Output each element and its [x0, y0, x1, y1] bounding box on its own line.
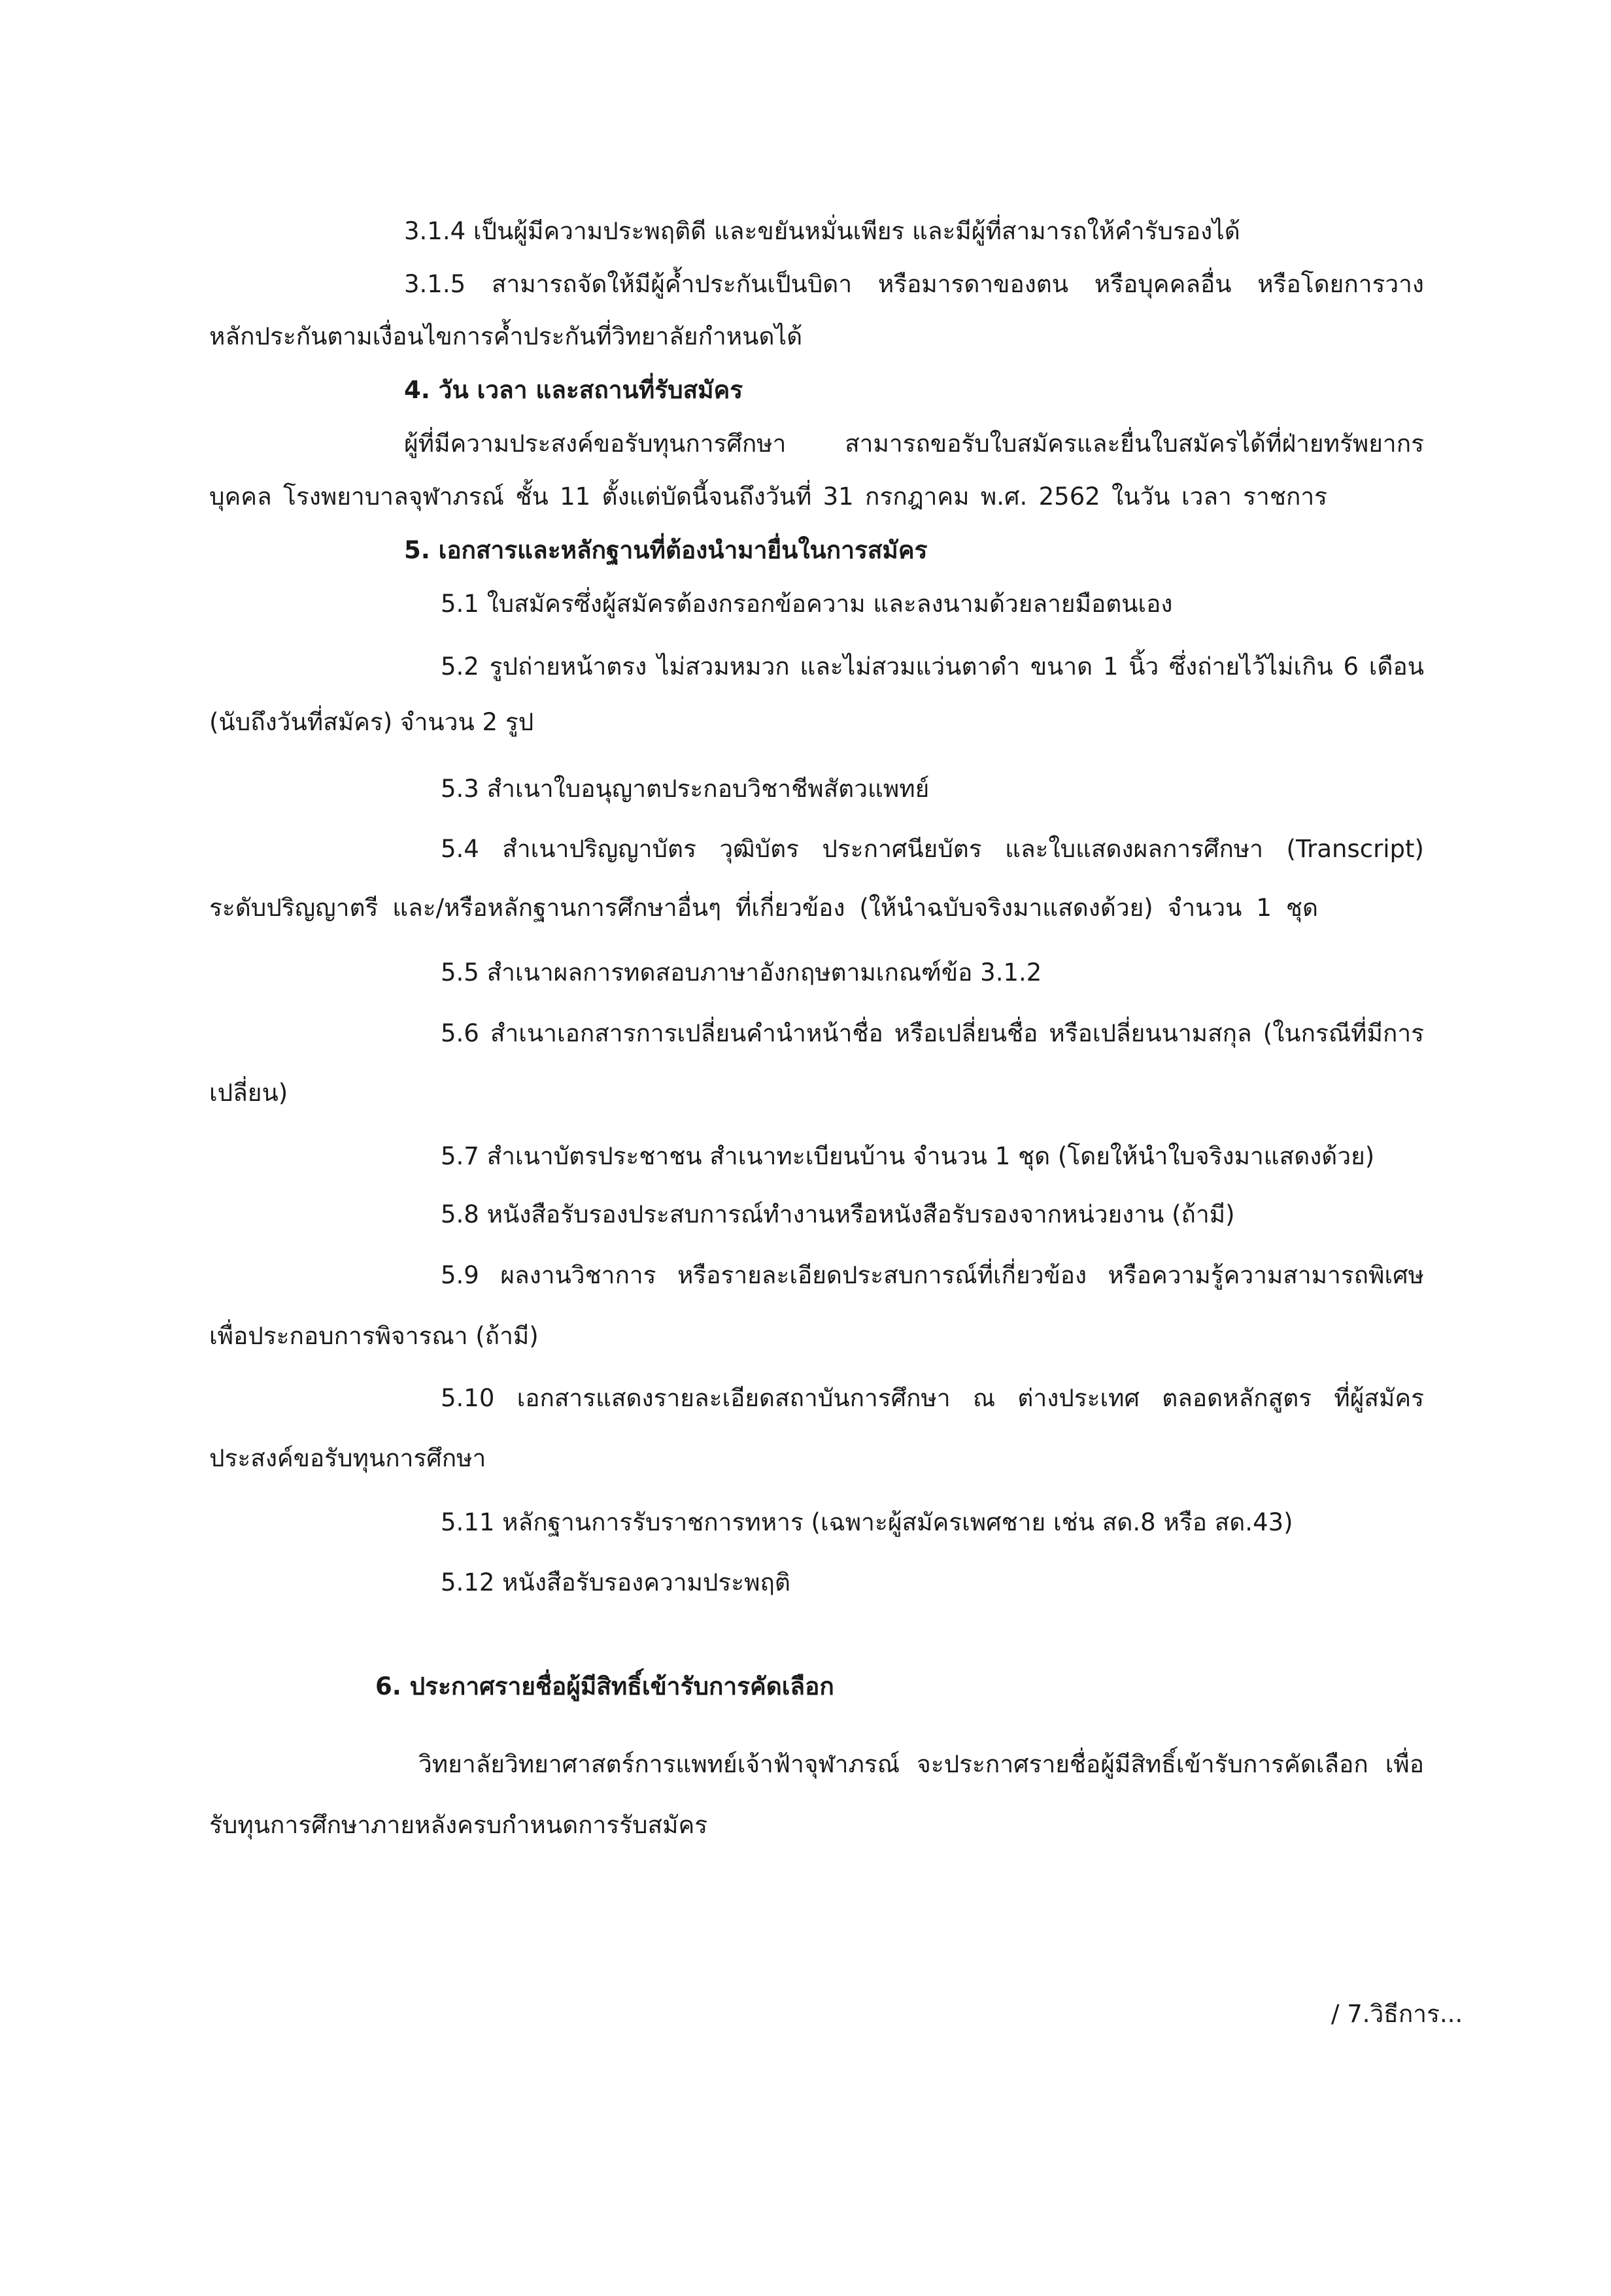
section-6-heading: 6. ประกาศรายชื่อผู้มีสิทธิ์เข้ารับการคัดเลือก [375, 1672, 834, 1700]
item-5-5: 5.5 สำเนาผลการทดสอบภาษาอังกฤษตามเกณฑ์ข้อ 3.1.2 [441, 958, 1042, 987]
item-5-11: 5.11 หลักฐานการรับราชการทหาร (เฉพาะผู้สมัครเพศชาย เช่น สด.8 หรือ สด.43) [441, 1508, 1293, 1536]
section-5-heading: 5. เอกสารและหลักฐานที่ต้องนำมายื่นในการสมัคร [404, 536, 928, 564]
item-5-9: 5.9 ผลงานวิชาการ หรือรายละเอียดประสบการณ์ที่เกี่ยวข้อง หรือความรู้ความสามารถพิเศษ [441, 1261, 1424, 1289]
section-6-paragraph-continued: รับทุนการศึกษาภายหลังครบกำหนดการรับสมัคร [209, 1811, 708, 1839]
section-4-paragraph: ผู้ที่มีความประสงค์ขอรับทุนการศึกษา สามารถขอรับใบสมัครและยื่นใบสมัครได้ที่ฝ่ายทรัพยากร [404, 430, 1424, 458]
item-5-7: 5.7 สำเนาบัตรประชาชน สำเนาทะเบียนบ้าน จำนวน 1 ชุด (โดยให้นำใบจริงมาแสดงด้วย) [441, 1142, 1375, 1170]
item-5-2-continued: (นับถึงวันที่สมัคร) จำนวน 2 รูป [209, 708, 534, 736]
section-6-paragraph: วิทยาลัยวิทยาศาสตร์การแพทย์เจ้าฟ้าจุฬาภรณ์ จะประกาศรายชื่อผู้มีสิทธิ์เข้ารับการคัดเลือก เพื่อ [418, 1750, 1424, 1778]
item-5-8: 5.8 หนังสือรับรองประสบการณ์ทำงานหรือหนังสือรับรองจากหน่วยงาน (ถ้ามี) [441, 1200, 1235, 1228]
item-5-3: 5.3 สำเนาใบอนุญาตประกอบวิชาชีพสัตวแพทย์ [441, 775, 930, 803]
item-5-12: 5.12 หนังสือรับรองความประพฤติ [441, 1568, 790, 1596]
item-5-6: 5.6 สำเนาเอกสารการเปลี่ยนคำนำหน้าชื่อ หรือเปลี่ยนชื่อ หรือเปลี่ยนนามสกุล (ในกรณีที่มีการ [441, 1019, 1424, 1047]
section-4-heading: 4. วัน เวลา และสถานที่รับสมัคร [404, 376, 743, 404]
section-4-paragraph-continued: บุคคล โรงพยาบาลจุฬาภรณ์ ชั้น 11 ตั้งแต่บัดนี้จนถึงวันที่ 31 กรกฎาคม พ.ศ. 2562 ในวัน เวลา ราชการ [209, 482, 1327, 511]
item-3-1-4: 3.1.4 เป็นผู้มีความประพฤติดี และขยันหมั่นเพียร และมีผู้ที่สามารถให้คำรับรองได้ [404, 217, 1240, 245]
item-5-9-continued: เพื่อประกอบการพิจารณา (ถ้ามี) [209, 1322, 539, 1350]
item-3-1-5-continued: หลักประกันตามเงื่อนไขการค้ำประกันที่วิทยาลัยกำหนดได้ [209, 322, 803, 350]
item-5-6-continued: เปลี่ยน) [209, 1079, 288, 1107]
item-5-4-continued: ระดับปริญญาตรี และ/หรือหลักฐานการศึกษาอื่นๆ ที่เกี่ยวข้อง (ให้นำฉบับจริงมาแสดงด้วย) จำนวน 1 ชุด [209, 894, 1318, 922]
item-5-10: 5.10 เอกสารแสดงรายละเอียดสถาบันการศึกษา ณ ต่างประเทศ ตลอดหลักสูตร ที่ผู้สมัคร [441, 1384, 1424, 1412]
item-3-1-5: 3.1.5 สามารถจัดให้มีผู้ค้ำประกันเป็นบิดา หรือมารดาของตน หรือบุคคลอื่น หรือโดยการวาง [404, 270, 1424, 298]
item-5-10-continued: ประสงค์ขอรับทุนการศึกษา [209, 1444, 486, 1472]
item-5-1: 5.1 ใบสมัครซึ่งผู้สมัครต้องกรอกข้อความ และลงนามด้วยลายมือตนเอง [441, 590, 1173, 618]
item-5-4: 5.4 สำเนาปริญญาบัตร วุฒิบัตร ประกาศนียบัตร และใบแสดงผลการศึกษา (Transcript) [441, 835, 1424, 863]
item-5-2: 5.2 รูปถ่ายหน้าตรง ไม่สวมหมวก และไม่สวมแว่นตาดำ ขนาด 1 นิ้ว ซึ่งถ่ายไว้ไม่เกิน 6 เดือน [441, 652, 1424, 681]
continuation-footer: / 7.วิธีการ... [1331, 2000, 1463, 2028]
